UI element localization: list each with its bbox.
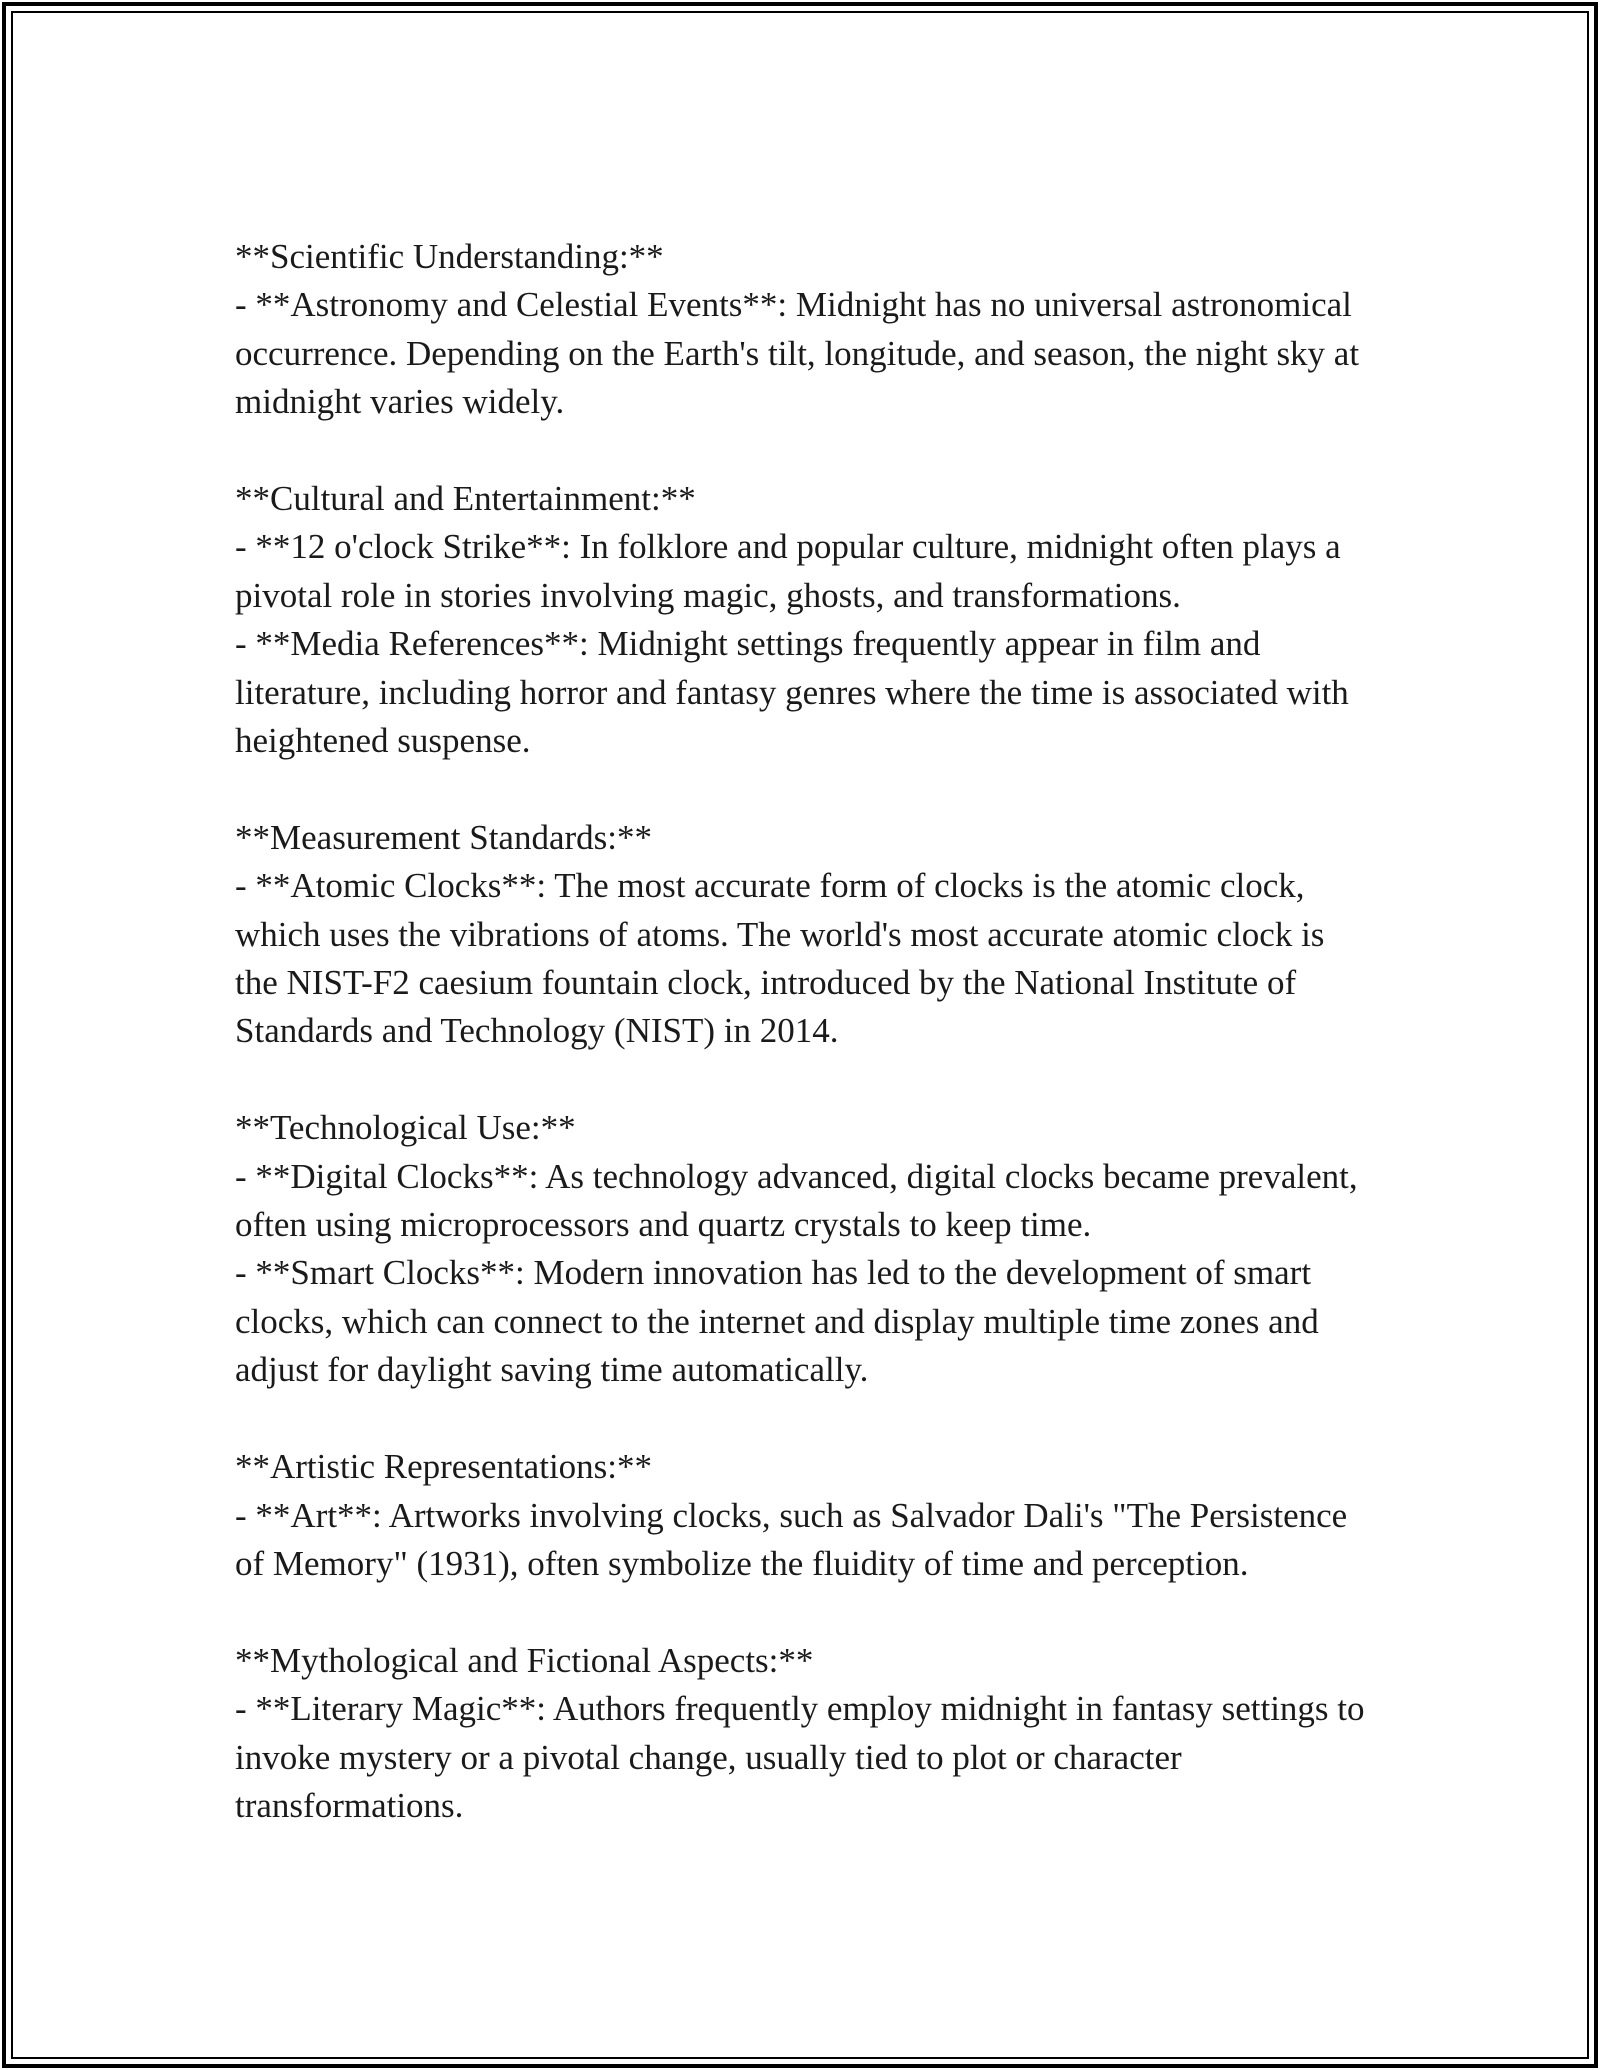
section-heading: **Technological Use:** xyxy=(235,1108,576,1148)
section-heading: **Mythological and Fictional Aspects:** xyxy=(235,1640,814,1680)
list-item: - **Smart Clocks**: Modern innovation has led to the development of smart clocks, which can connect to the internet and display multiple time zones and adjust for daylight saving time automatically. xyxy=(235,1253,1319,1390)
document-body xyxy=(235,233,1375,1830)
section-artistic-representations xyxy=(235,1443,1375,1588)
list-item: - **Art**: Artworks involving clocks, such as Salvador Dali's "The Persistence of Memory" (1931), often symbolize the fluidity of time and perception. xyxy=(235,1495,1348,1583)
section-heading: **Scientific Understanding:** xyxy=(235,237,664,276)
section-cultural-and-entertainment xyxy=(235,475,1375,765)
section-scientific-understanding xyxy=(235,233,1375,427)
section-heading: **Artistic Representations:** xyxy=(235,1447,653,1487)
section-heading: **Cultural and Entertainment:** xyxy=(235,479,696,519)
list-item: - **Literary Magic**: Authors frequently employ midnight in fantasy settings to invoke mystery or a pivotal change, usually tied to plot or character transformations. xyxy=(235,1689,1365,1825)
list-item: - **Astronomy and Celestial Events**: Midnight has no universal astronomical occurrence. Depending on the Earth's tilt, longitude, and season, the night sky at midnight varies widely. xyxy=(235,285,1360,422)
section-heading: **Measurement Standards:** xyxy=(235,817,652,857)
section-mythological-and-fictional-aspects xyxy=(235,1637,1375,1831)
list-item: - **Atomic Clocks**: The most accurate form of clocks is the atomic clock, which uses the vibrations of atoms. The world's most accurate atomic clock is the NIST-F2 caesium fountain clock, introduced by the National Institute of Standards and Technology (NIST) in 2014. xyxy=(235,866,1325,1051)
list-item: - **12 o'clock Strike**: In folklore and popular culture, midnight often plays a pivotal role in stories involving magic, ghosts, and transformations. xyxy=(235,527,1341,615)
section-measurement-standards xyxy=(235,814,1375,1056)
list-item: - **Digital Clocks**: As technology advanced, digital clocks became prevalent, often using microprocessors and quartz crystals to keep time. xyxy=(235,1156,1358,1245)
list-item: - **Media References**: Midnight settings frequently appear in film and literature, including horror and fantasy genres where the time is associated with heightened suspense. xyxy=(235,624,1349,761)
section-technological-use xyxy=(235,1104,1375,1394)
